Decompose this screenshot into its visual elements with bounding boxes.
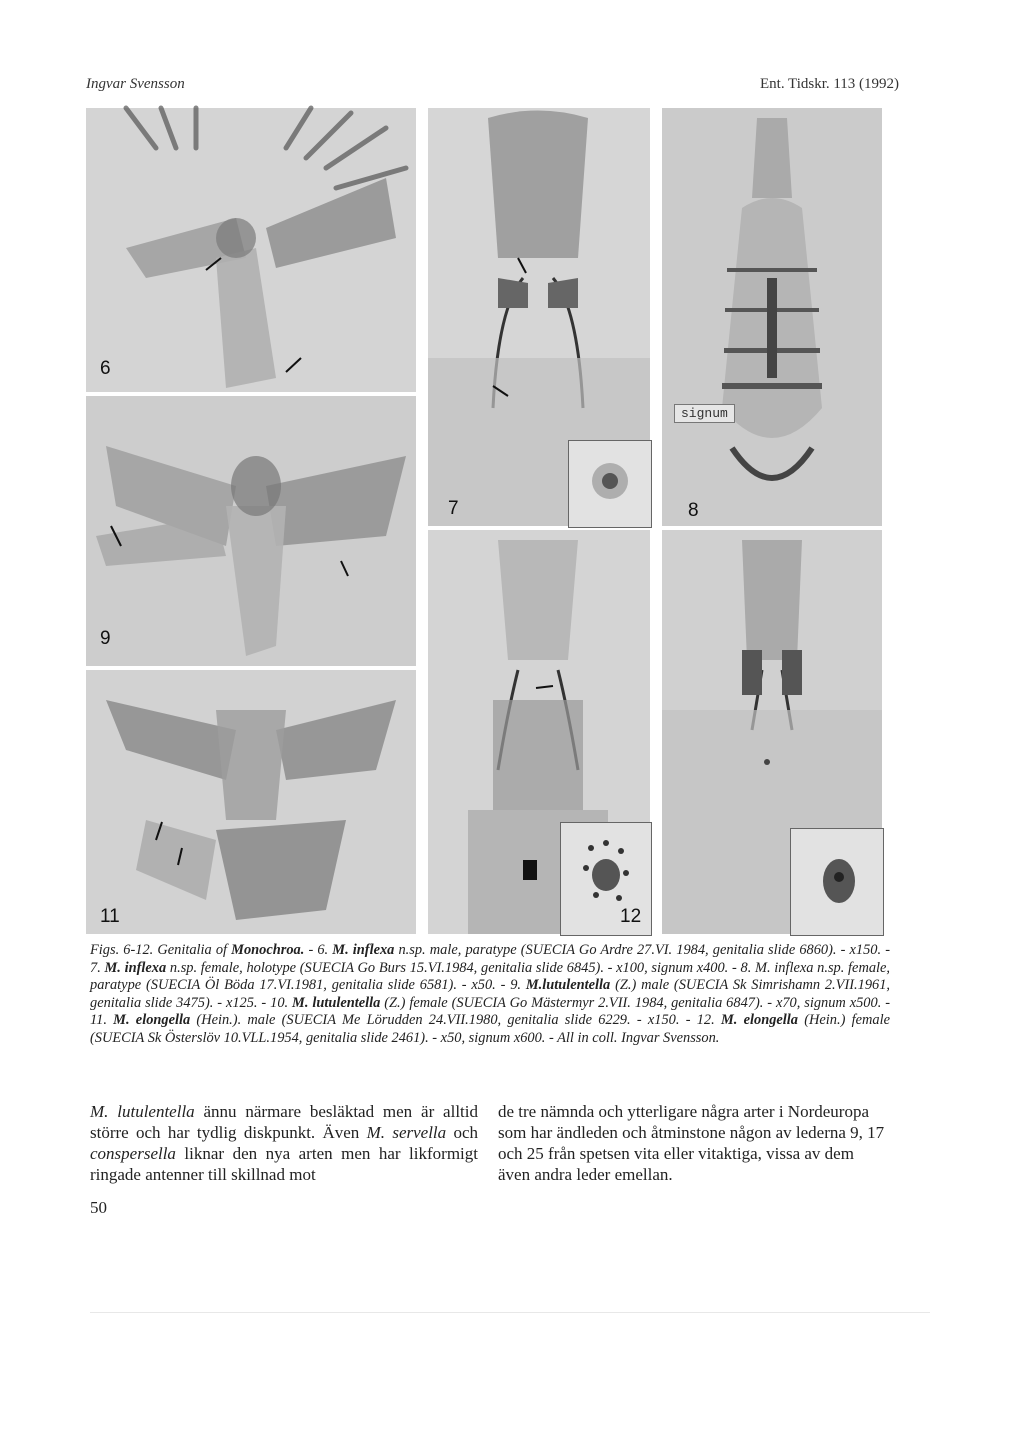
figure-12-inset-drawing <box>791 829 883 935</box>
figure-6-drawing <box>86 108 416 392</box>
figure-7-number: 7 <box>448 498 459 519</box>
caption-part: n.sp. male, paratype (SUECIA Go Ardre 27.VI. 1984, genitalia slide 6860). - x150. - 7. <box>90 942 890 976</box>
body-text-left-column <box>90 1101 478 1185</box>
caption-species: M. inflexa <box>332 942 395 958</box>
figure-9-photo <box>86 396 416 666</box>
figure-7-photo <box>428 108 650 526</box>
caption-part: Figs. 6-12. Genitalia of <box>90 942 232 958</box>
page-number: 50 <box>90 1198 107 1217</box>
running-head-author: Ingvar Svensson <box>86 76 185 92</box>
body-part: ännu närmare besläktad men är alltid större och har tydlig diskpunkt. Även <box>90 1102 478 1142</box>
figure-11-drawing <box>86 670 416 934</box>
body-species: M. lutulentella <box>90 1102 195 1121</box>
caption-part: (Z.) male (SUECIA Sk Simrishamn 2.VII.1961, genitalia slide 3475). - x125. - 10. <box>90 977 891 1011</box>
body-part: och <box>446 1123 479 1142</box>
running-head-journal: Ent. Tidskr. 113 (1992) <box>760 76 900 92</box>
signum-label: signum <box>674 404 735 423</box>
caption-part: (Hein.) female (SUECIA Sk Österslöv 10.VLL.1954, genitalia slide 2461). - x50, signum x600. - All in coll. Ingvar Svensson. <box>90 1012 890 1046</box>
body-part: liknar den nya arten men har likformigt ringade antenner till skillnad mot <box>90 1144 478 1184</box>
caption-part: (Z.) female (SUECIA Go Mästermyr 2.VII. 1984, genitalia 6847). - x70, signum x500. - 11. <box>90 994 891 1028</box>
caption-part: n.sp. female, holotype (SUECIA Go Burs 15.VI.1984, genitalia slide 6845). - x100, signum x400. - 8. M. inflexa n.sp. female, paratype (SUECIA Öl Böda 17.VI.1981, genitalia slide 6581). - x50. - 9. <box>90 959 891 993</box>
figure-6-number: 6 <box>100 358 111 379</box>
figure-11-number: 11 <box>100 906 120 927</box>
caption-species: M. inflexa <box>104 959 167 976</box>
caption-genus: Monochroa. <box>231 942 305 958</box>
body-part: de tre nämnda och ytterligare några arter i Nordeuropa som har ändleden och åtminstone någon av lederna 9, 17 och 25 från spetsen vita eller vitaktiga, vissa av dem även andra leder emellan. <box>498 1102 885 1184</box>
figure-10-photo <box>428 530 650 934</box>
figure-7-signum-inset <box>568 440 652 528</box>
body-text-right-column <box>498 1101 886 1185</box>
body-species: conspersella <box>90 1144 176 1163</box>
figure-12-photo <box>620 530 882 934</box>
caption-part: (Hein.). male (SUECIA Me Lörudden 24.VII.1980, genitalia slide 6229. - x150. - 12. <box>190 1012 721 1028</box>
figure-plate <box>84 104 884 934</box>
caption-species: M. elongella <box>720 1012 798 1028</box>
figure-caption <box>90 942 890 1047</box>
figure-8-photo <box>662 108 882 526</box>
page-scan-edge <box>90 1312 930 1313</box>
figure-8-drawing <box>662 108 882 526</box>
figure-12-signum-inset <box>790 828 884 936</box>
figure-8-number: 8 <box>688 500 699 521</box>
body-species: M. servella <box>366 1123 447 1142</box>
caption-species: M. elongella <box>113 1012 191 1028</box>
figure-12-number: 12 <box>620 906 642 927</box>
caption-species: M. lutulentella <box>292 994 381 1011</box>
figure-7-inset-drawing <box>569 441 651 527</box>
figure-11-photo <box>86 670 416 934</box>
figure-6-photo <box>86 108 416 392</box>
figure-9-number: 9 <box>100 628 111 649</box>
caption-species: M.lutulentella <box>525 977 611 993</box>
caption-part: - 6. <box>304 942 333 958</box>
figure-9-drawing <box>86 396 416 666</box>
